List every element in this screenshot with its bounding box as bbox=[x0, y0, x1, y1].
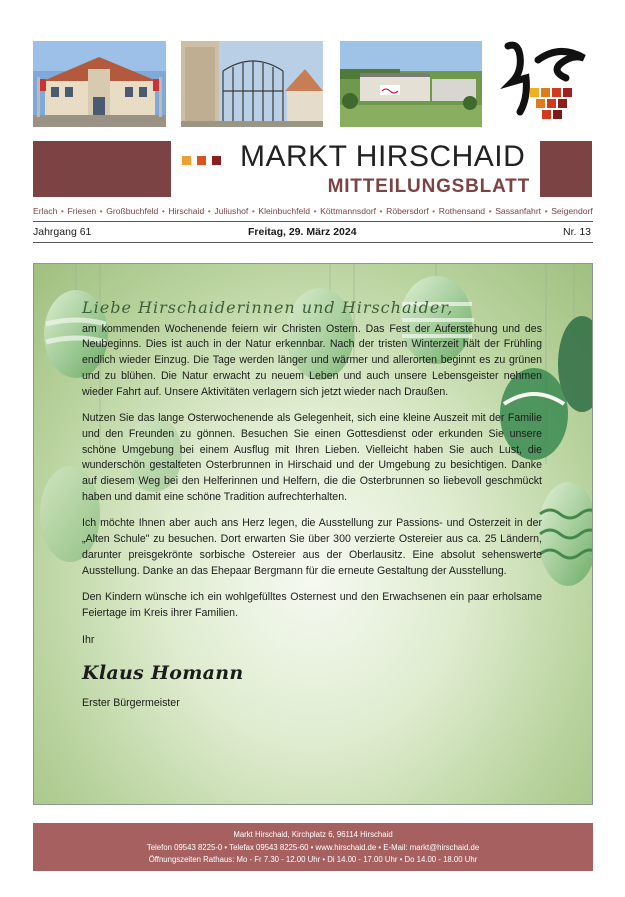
village-name: Großbuchfeld bbox=[106, 206, 159, 216]
letter-greeting: Liebe Hirschaiderinnen und Hirschaider, bbox=[82, 298, 454, 317]
town-hall-photo bbox=[33, 41, 166, 127]
village-list bbox=[33, 206, 593, 216]
village-separator: • bbox=[313, 206, 317, 216]
village-separator: • bbox=[379, 206, 383, 216]
village-name: Röbersdorf bbox=[386, 206, 429, 216]
village-name: Kleinbuchfeld bbox=[258, 206, 310, 216]
school-photo bbox=[340, 41, 482, 127]
village-separator: • bbox=[432, 206, 436, 216]
village-name: Köttmannsdorf bbox=[320, 206, 376, 216]
letter-closing: Ihr bbox=[82, 633, 95, 646]
mayor-role: Erster Bürgermeister bbox=[82, 697, 180, 710]
letter-paragraph: Nutzen Sie das lange Osterwochenende als Gelegenheit, sich eine kleine Auszeit mit der Familie und den Freunden zu gönnen. Besuchen Sie einen Gottesdienst oder erkunden Sie unsere schöne Umgebung bei einem Ausflug mit Ihren Lieben. Vielleicht haben Sie auch Lust, die wunderschön gestalteten Osterbrunnen in Hirschaid und der Umgebung zu besichtigen. Danke auf diesem Weg bei den Helferinnen und Helfern, die die Osterbrunnen so liebevoll geschmückt haben und damit eine schöne Tradition aufrechterhalten. bbox=[82, 412, 542, 503]
hirschaid-logo bbox=[498, 38, 596, 130]
footer-hours: Öffnungszeiten Rathaus: Mo - Fr 7.30 - 12.00 Uhr • Di 14.00 - 17.00 Uhr • Do 14.00 - 18.00 Uhr bbox=[148, 855, 478, 864]
letter-body bbox=[82, 300, 542, 712]
village-name: Juliushof bbox=[214, 206, 249, 216]
mayor-signature: Klaus Homann bbox=[82, 662, 244, 685]
village-name: Friesen bbox=[67, 206, 97, 216]
village-separator: • bbox=[251, 206, 255, 216]
village-separator: • bbox=[161, 206, 165, 216]
divider-top bbox=[33, 221, 593, 222]
village-separator: • bbox=[207, 206, 211, 216]
masthead-bar-left bbox=[33, 141, 171, 197]
letter-paragraph: am kommenden Wochenende feiern wir Christen Ostern. Das Fest der Auferstehung und des Neubeginns. Dies ist auch in der Natur erkennbar. Nach der tristen Winterzeit hält der Frühling endlich wieder Einzug. Die Tage werden länger und wärmer und allerorten beginnt es zu grünen und zu blühen. Die Natur erwacht zu neuem Leben und auch unsere Lebensgeister nehmen wieder Fahrt auf. Unsere Aktivitäten verlagern sich jetzt wieder nach Draußen. bbox=[82, 322, 542, 398]
village-separator: • bbox=[544, 206, 548, 216]
divider-bottom bbox=[33, 242, 593, 243]
gate-photo bbox=[181, 41, 323, 127]
issue-volume: Jahrgang 61 bbox=[33, 226, 92, 238]
footer-address: Markt Hirschaid, Kirchplatz 6, 96114 Hirschaid bbox=[233, 830, 393, 839]
village-name: Sassanfahrt bbox=[495, 206, 542, 216]
masthead-subtitle: MITTEILUNGSBLATT bbox=[327, 176, 530, 197]
footer-contact-line: Telefon 09543 8225-0 • Telefax 09543 8225-60 • www.hirschaid.de • E-Mail: markt@hirschaid.de bbox=[146, 842, 480, 852]
letter-paragraph: Ich möchte Ihnen aber auch ans Herz legen, die Ausstellung zur Passions- und Osterzeit in der „Alten Schule" zu besuchen. Dort erwarten Sie über 300 verzierte Ostereier aus ca. 25 Ländern, darunter preisgekrönte sorbische Ostereier aus der Oberlausitz. Eine absolut sehenswerte Ausstellung. Danke an das Ehepaar Bergmann für die erneute Gestaltung der Ausstellung. bbox=[82, 517, 542, 577]
village-name: Erlach bbox=[33, 206, 58, 216]
masthead-title: MARKT HIRSCHAID bbox=[240, 140, 526, 173]
letter-paragraph: Den Kindern wünsche ich ein wohlgefülltes Osternest und den Erwachsenen ein paar erholsame Feiertage im Kreis ihrer Familien. bbox=[82, 591, 542, 619]
masthead-bar-right bbox=[540, 141, 592, 197]
village-name: Seigendorf bbox=[551, 206, 593, 216]
village-separator: • bbox=[99, 206, 103, 216]
village-separator: • bbox=[60, 206, 64, 216]
easter-letter-panel bbox=[33, 263, 593, 805]
village-name: Hirschaid bbox=[168, 206, 205, 216]
village-name: Rothensand bbox=[438, 206, 486, 216]
accent-squares bbox=[182, 152, 227, 170]
issue-number: Nr. 13 bbox=[562, 226, 591, 238]
issue-date: Freitag, 29. März 2024 bbox=[248, 226, 357, 238]
village-separator: • bbox=[488, 206, 492, 216]
footer-contact bbox=[33, 823, 593, 871]
